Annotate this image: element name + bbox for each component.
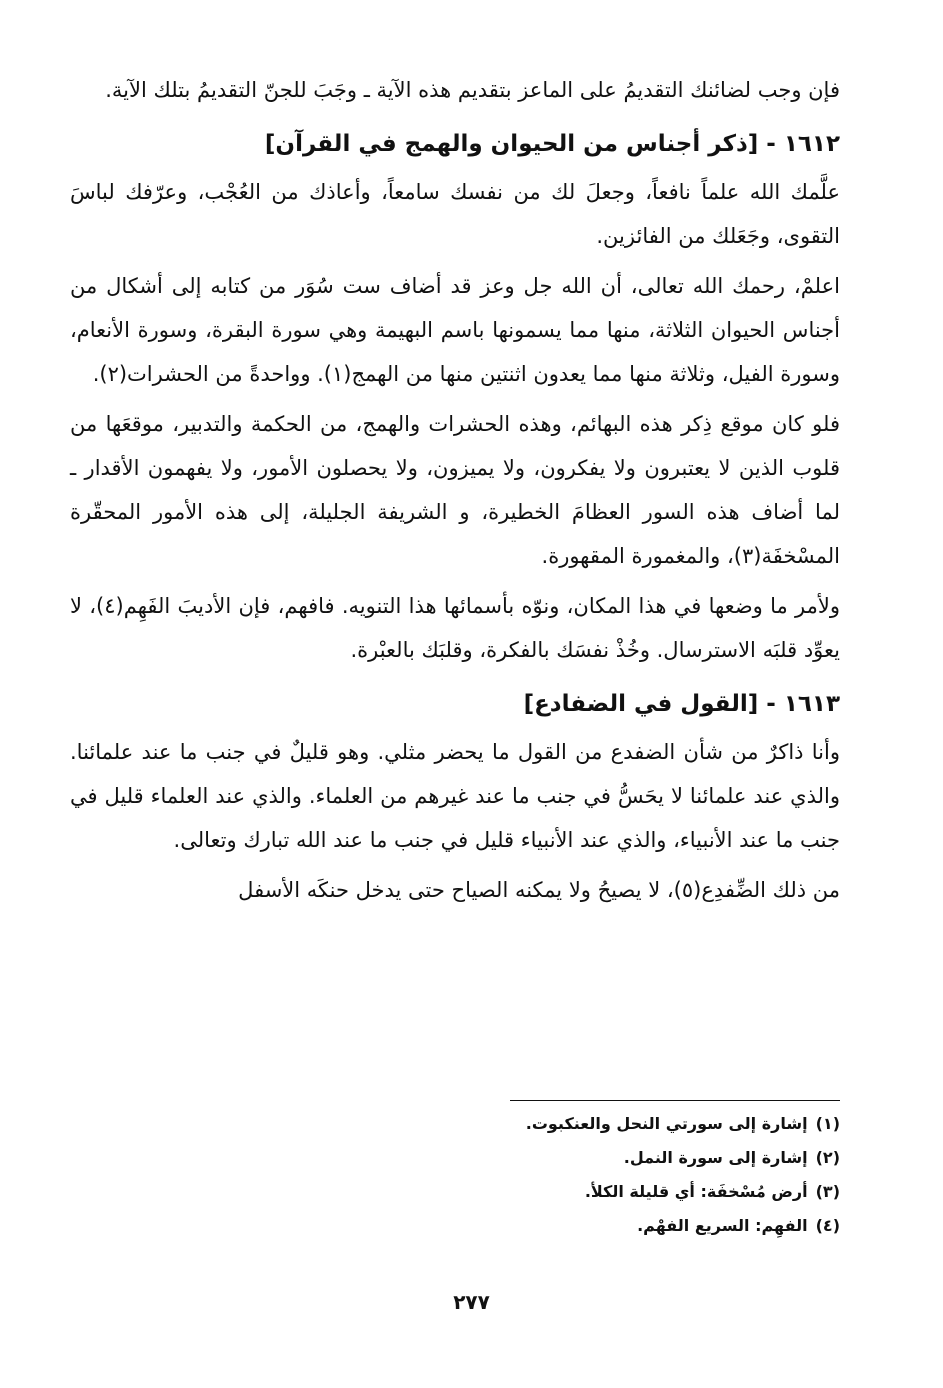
footnote-3 (70, 1175, 840, 1209)
paragraph-5: ولأمر ما وضعها في هذا المكان، ونوّه بأسمائها هذا التنويه. فافهم، فإن الأديبَ الفَهِم(٤)، لا يعوِّد قلبَه الاسترسال. وخُذْ نفسَك بالفكرة، وقلبَك بالعبْرة. (70, 594, 840, 662)
footnote-text: إشارة إلى سورتي النحل والعنكبوت. (525, 1114, 808, 1133)
footnote-text: أرض مُسْخفَة: أي قليلة الكلأ. (584, 1182, 808, 1201)
footnote-4 (70, 1209, 840, 1243)
paragraph-7: من ذلك الضِّفدِع(٥)، لا يصيحُ ولا يمكنه الصياح حتى يدخل حنكَه الأسفل (238, 878, 840, 902)
footnote-text: الفهِم: السريع الفهْم. (637, 1216, 808, 1235)
section-heading-1613 (70, 682, 840, 726)
footnote-number: (١) (815, 1114, 840, 1133)
section-number-1612: ١٦١٢ - (766, 131, 840, 157)
section-heading-1612 (70, 122, 840, 166)
footnote-number: (٢) (815, 1148, 840, 1167)
footnote-divider (510, 1100, 840, 1101)
paragraph-2: علَّمك الله علماً نافعاً، وجعلَ لك من نفسك سامعاً، وأعاذك من العُجْب، وعرّفك لباسَ التقوى، وجَعَلك من الفائزين. (70, 180, 840, 248)
section-number-1613: ١٦١٣ - (766, 691, 840, 717)
page-number: ٢٧٧ (453, 1290, 490, 1314)
footnote-2 (70, 1141, 840, 1175)
footnotes (70, 1100, 840, 1243)
footnote-number: (٤) (815, 1216, 840, 1235)
section-title-1612: [ذكر أجناس من الحيوان والهمج في القرآن] (264, 131, 759, 157)
section-title-1613: [القول في الضفادع] (523, 691, 759, 717)
paragraph-1: فإن وجب لضائنك التقديمُ على الماعز بتقديم هذه الآية ـ وجَبَ للجنّ التقديمُ بتلك الآية. (105, 78, 840, 102)
footnote-1 (70, 1107, 840, 1141)
footnote-number: (٣) (815, 1182, 840, 1201)
footnote-text: إشارة إلى سورة النمل. (623, 1148, 808, 1167)
paragraph-4: فلو كان موقع ذِكر هذه البهائم، وهذه الحشرات والهمج، من الحكمة والتدبير، موقعَها من قلوب الذين لا يعتبرون ولا يفكرون، ولا يميزون، ولا يحصلون الأمور، ولا يفهمون الأقدار ـ لما أضاف هذه السور العظامَ الخطيرة، و الشريفة الجليلة، إلى هذه الأمور المحقّرة المسْخفَة(٣)، والمغمورة المقهورة. (70, 412, 840, 568)
paragraph-3: اعلمْ، رحمك الله تعالى، أن الله جل وعز قد أضاف ست سُوَر من كتابه إلى أشكال من أجناس الحيوان الثلاثة، منها مما يسمونها باسم البهيمة وهي سورة البقرة، وسورة الأنعام، وسورة الفيل، وثلاثة منها مما يعدون اثنتين منها من الهمج(١). وواحدةً من الحشرات(٢). (70, 274, 840, 386)
paragraph-6: وأنا ذاكرٌ من شأن الضفدع من القول ما يحضر مثلي. وهو قليلٌ في جنب ما عند علمائنا. والذي عند علمائنا لا يحَسُّ في جنب ما عند غيرهم من العلماء. والذي عند العلماء قليل في جنب ما عند الأنبياء، والذي عند الأنبياء قليل في جنب ما عند الله تبارك وتعالى. (70, 740, 840, 852)
page-body (70, 68, 840, 912)
